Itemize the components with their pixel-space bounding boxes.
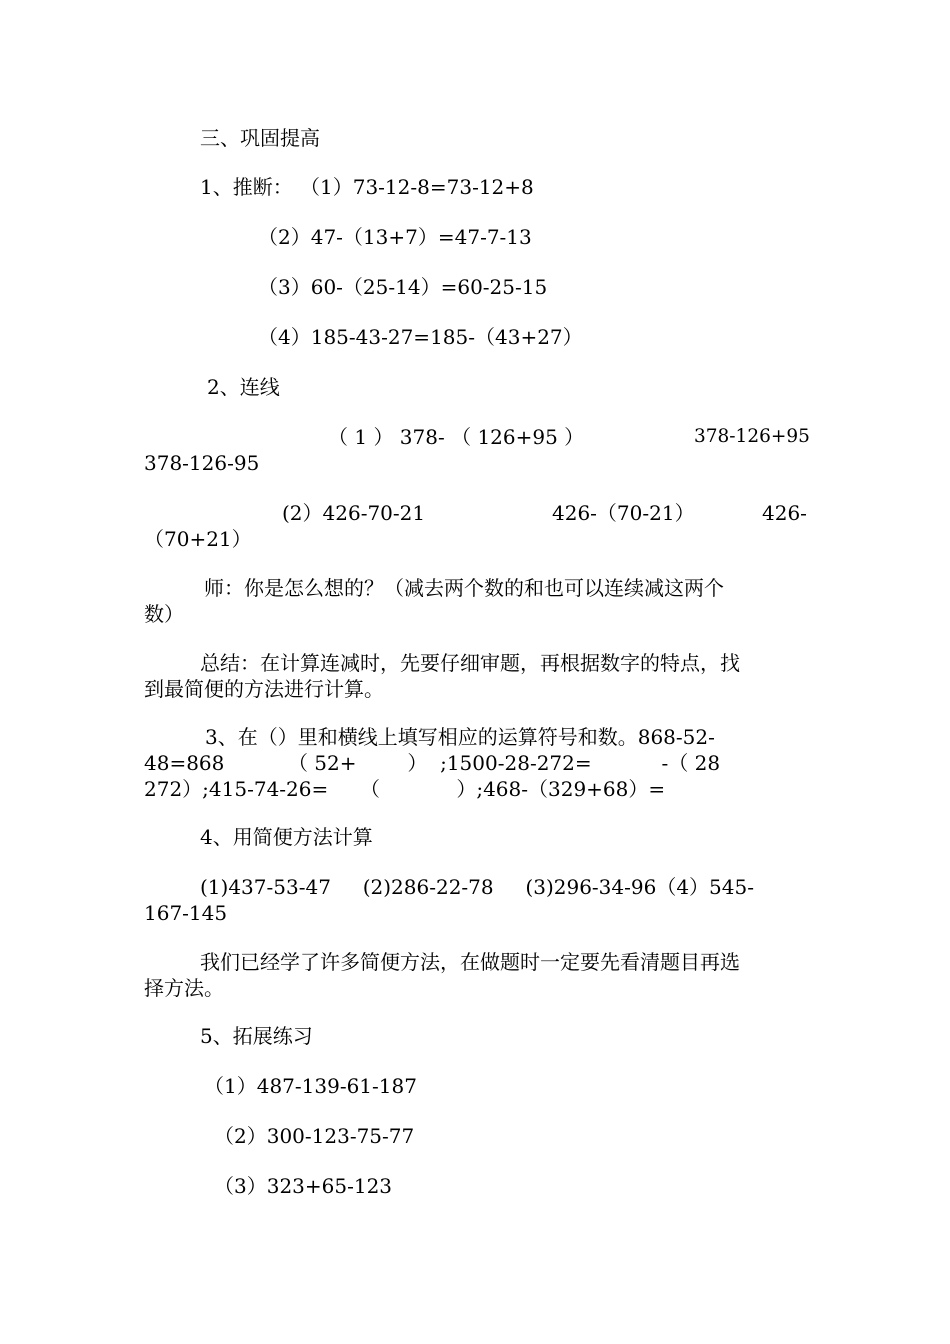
summary-line-2: 到最简便的方法进行计算。 [144, 677, 384, 701]
q3-line-1: 3、在（）里和横线上填写相应的运算符号和数。868-52- [205, 725, 715, 749]
summary-line-1: 总结：在计算连减时，先要仔细审题，再根据数字的特点，找 [200, 651, 740, 675]
q2-row1-wrap: 378-126-95 [144, 451, 260, 475]
q2-row2-right: 426- [762, 501, 807, 525]
note-line-2: 择方法。 [144, 976, 224, 1000]
q1-item-1: （1）73-12-8=73-12+8 [300, 175, 534, 199]
q3-line-3: 272）;415-74-26= （ ）;468-（329+68）= [144, 777, 666, 801]
q1-item-3: （3）60-（25-14）=60-25-15 [258, 275, 548, 299]
q4-line-2: 167-145 [144, 901, 228, 925]
q5-heading: 5、拓展练习 [200, 1024, 313, 1048]
note-line-1: 我们已经学了许多简便方法，在做题时一定要先看清题目再选 [200, 950, 740, 974]
teacher-line-2: 数） [144, 602, 184, 626]
q2-row2-wrap: （70+21） [144, 527, 252, 551]
q4-heading: 4、用简便方法计算 [200, 825, 373, 849]
q2-row1-left: （ 1 ） 378- （ 126+95 ） [328, 425, 585, 449]
q1-item-4: （4）185-43-27=185-（43+27） [258, 325, 583, 349]
q5-item-1: （1）487-139-61-187 [204, 1074, 417, 1098]
q2-heading: 2、连线 [207, 375, 280, 399]
q1-lead: 1、推断： [200, 175, 293, 199]
q5-item-2: （2）300-123-75-77 [214, 1124, 415, 1148]
section-heading: 三、巩固提高 [200, 126, 320, 150]
q2-row1-mid: 378-126+95 [694, 426, 810, 447]
q2-row2-mid: 426-（70-21） [552, 501, 695, 525]
q1-item-2: （2）47-（13+7）=47-7-13 [258, 225, 532, 249]
teacher-line-1: 师：你是怎么想的？（减去两个数的和也可以连续减这两个 [204, 576, 724, 600]
q5-item-3: （3）323+65-123 [214, 1174, 393, 1198]
q3-line-2: 48=868 （ 52+ ） ;1500-28-272= -（ 28 [144, 751, 721, 775]
q4-line-1: (1)437-53-47 (2)286-22-78 (3)296-34-96（4）545- [200, 875, 754, 899]
q2-row2-left: (2）426-70-21 [282, 501, 426, 525]
